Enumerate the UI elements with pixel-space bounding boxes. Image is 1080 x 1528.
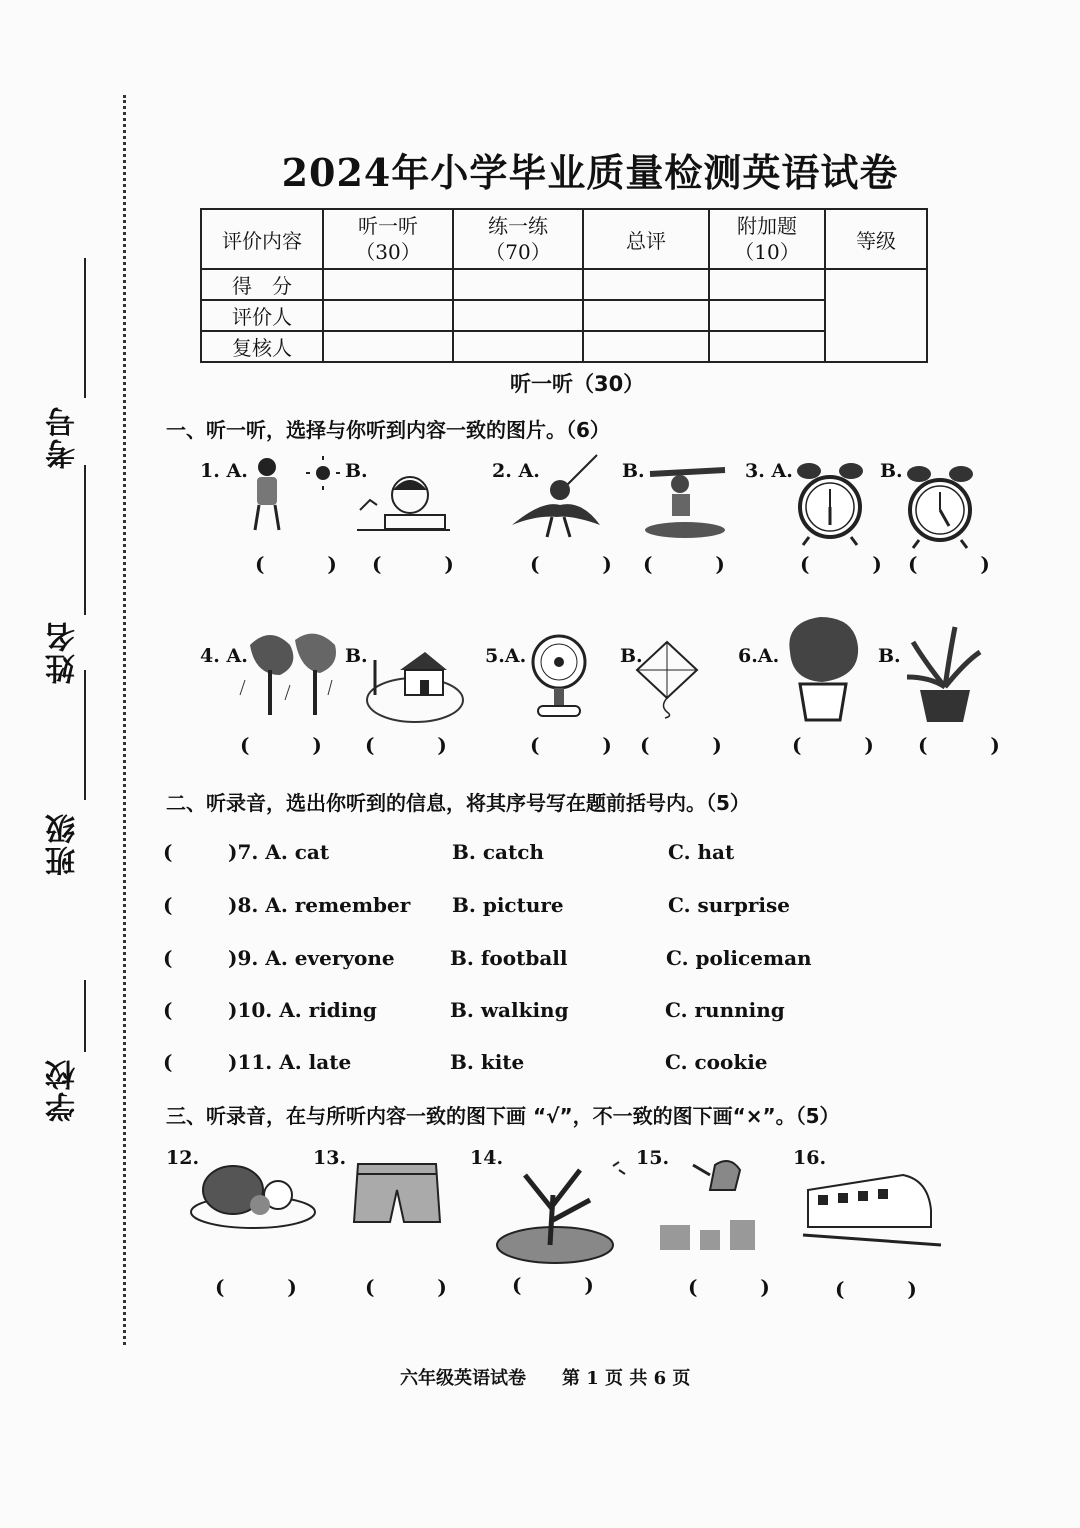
school-label: 学校 [46,1058,81,1122]
q6a-label: 6.A. [738,645,780,667]
q13-label: 13. [313,1147,347,1169]
q5b-label: B. [620,645,643,667]
score-cell[interactable] [453,300,583,331]
flower-pot-image [780,612,865,727]
section2-heading: 二、听录音，选出你听到的信息，将其序号写在题前括号内。（5） [166,791,750,815]
answer-bracket[interactable]: ( ) [688,1275,798,1299]
score-cell[interactable] [709,269,825,300]
score-header: 练一练 （70） [453,209,583,269]
grade-cell[interactable] [825,269,927,362]
shorts-image [352,1160,442,1228]
answer-bracket[interactable]: ( ) [365,1275,475,1299]
alarm-clock-seven-image [905,458,975,550]
q8-option-b: B. picture [452,893,564,917]
answer-bracket[interactable]: ( ) [530,733,640,757]
q8-option-c: C. surprise [668,893,790,917]
tree-on-island-image [495,1150,635,1268]
class-blank[interactable] [84,670,86,800]
answer-bracket[interactable]: ( ) [835,1277,945,1301]
kite-image [635,640,700,718]
answer-paren[interactable]: ( [163,893,173,917]
score-cell[interactable] [323,300,453,331]
answer-bracket[interactable]: ( ) [240,733,350,757]
exam-no-blank[interactable] [84,258,86,398]
answer-bracket[interactable]: ( ) [800,552,910,576]
score-row-label: 评价人 [201,300,323,331]
boy-flying-kite-image [512,455,602,540]
answer-bracket[interactable]: ( ) [215,1275,325,1299]
score-header: 评价内容 [201,209,323,269]
q1a-label: 1. A. [200,460,248,482]
plant-pot-image [905,622,985,727]
girl-with-sun-image [245,455,340,535]
q1b-label: B. [345,460,368,482]
q5a-label: 5.A. [485,645,527,667]
girl-by-tree-image [640,462,730,540]
score-cell[interactable] [323,331,453,362]
score-row-label: 得 分 [201,269,323,300]
answer-bracket[interactable]: ( ) [918,733,1028,757]
q15-label: 15. [636,1147,670,1169]
q8-option-a: )8. A. remember [228,893,411,917]
answer-bracket[interactable]: ( ) [365,733,475,757]
q4b-label: B. [345,645,368,667]
score-header: 听一听 （30） [323,209,453,269]
name-label: 姓名 [46,620,81,684]
exam-no-label: 考号 [46,405,81,469]
name-blank[interactable] [84,465,86,615]
school-blank[interactable] [84,980,86,1052]
q2b-label: B. [622,460,645,482]
q6b-label: B. [878,645,901,667]
q11-option-c: C. cookie [665,1050,768,1074]
score-cell[interactable] [583,269,709,300]
q4a-label: 4. A. [200,645,248,667]
section3-heading: 三、听录音，在与所听内容一致的图下画 “√”，不一致的图下画“×”。（5） [166,1104,840,1128]
electric-fan-image [528,632,590,720]
score-cell[interactable] [453,269,583,300]
q10-option-b: B. walking [450,998,569,1022]
score-table [200,208,928,363]
listening-title: 听一听（30） [510,372,645,396]
score-header: 附加题 （10） [709,209,825,269]
q9-option-a: )9. A. everyone [228,946,395,970]
q9-option-b: B. football [450,946,568,970]
answer-bracket[interactable]: ( ) [792,733,902,757]
q10-option-c: C. running [665,998,785,1022]
page-footer: 六年级英语试卷 第 1 页 共 6 页 [400,1368,691,1389]
answer-paren[interactable]: ( [163,998,173,1022]
answer-bracket[interactable]: ( ) [512,1273,622,1297]
page-title: 2024年小学毕业质量检测英语试卷 [281,150,899,195]
train-image [803,1165,943,1250]
answer-paren[interactable]: ( [163,946,173,970]
q3b-label: B. [880,460,903,482]
answer-bracket[interactable]: ( ) [530,552,640,576]
score-cell[interactable] [709,331,825,362]
score-cell[interactable] [709,300,825,331]
q9-option-c: C. policeman [666,946,812,970]
q14-label: 14. [470,1147,504,1169]
snowy-house-image [365,640,465,725]
score-cell[interactable] [453,331,583,362]
watering-can-plants-image [655,1150,760,1255]
class-label: 班级 [46,812,81,876]
answer-paren[interactable]: ( [163,1050,173,1074]
q2a-label: 2. A. [492,460,540,482]
q11-option-a: )11. A. late [228,1050,352,1074]
score-cell[interactable] [583,331,709,362]
score-cell[interactable] [583,300,709,331]
q3a-label: 3. A. [745,460,793,482]
q12-label: 12. [166,1147,200,1169]
score-cell[interactable] [323,269,453,300]
q10-option-a: )10. A. riding [228,998,377,1022]
answer-bracket[interactable]: ( ) [372,552,482,576]
answer-bracket[interactable]: ( ) [640,733,750,757]
score-header: 等级 [825,209,927,269]
fold-dotted-line [123,95,126,1345]
answer-bracket[interactable]: ( ) [643,552,753,576]
section1-heading: 一、听一听，选择与你听到内容一致的图片。（6） [166,418,610,442]
answer-bracket[interactable]: ( ) [255,552,365,576]
q7-option-a: )7. A. cat [228,840,330,864]
fruit-plate-image [188,1160,318,1232]
answer-paren[interactable]: ( [163,840,173,864]
alarm-clock-six-image [795,455,865,547]
score-header: 总评 [583,209,709,269]
answer-bracket[interactable]: ( ) [908,552,1018,576]
rainy-trees-image [240,625,340,720]
q7-option-b: B. catch [452,840,544,864]
q16-label: 16. [793,1147,827,1169]
q11-option-b: B. kite [450,1050,525,1074]
boy-reading-image [355,470,450,540]
q7-option-c: C. hat [668,840,735,864]
score-row-label: 复核人 [201,331,323,362]
